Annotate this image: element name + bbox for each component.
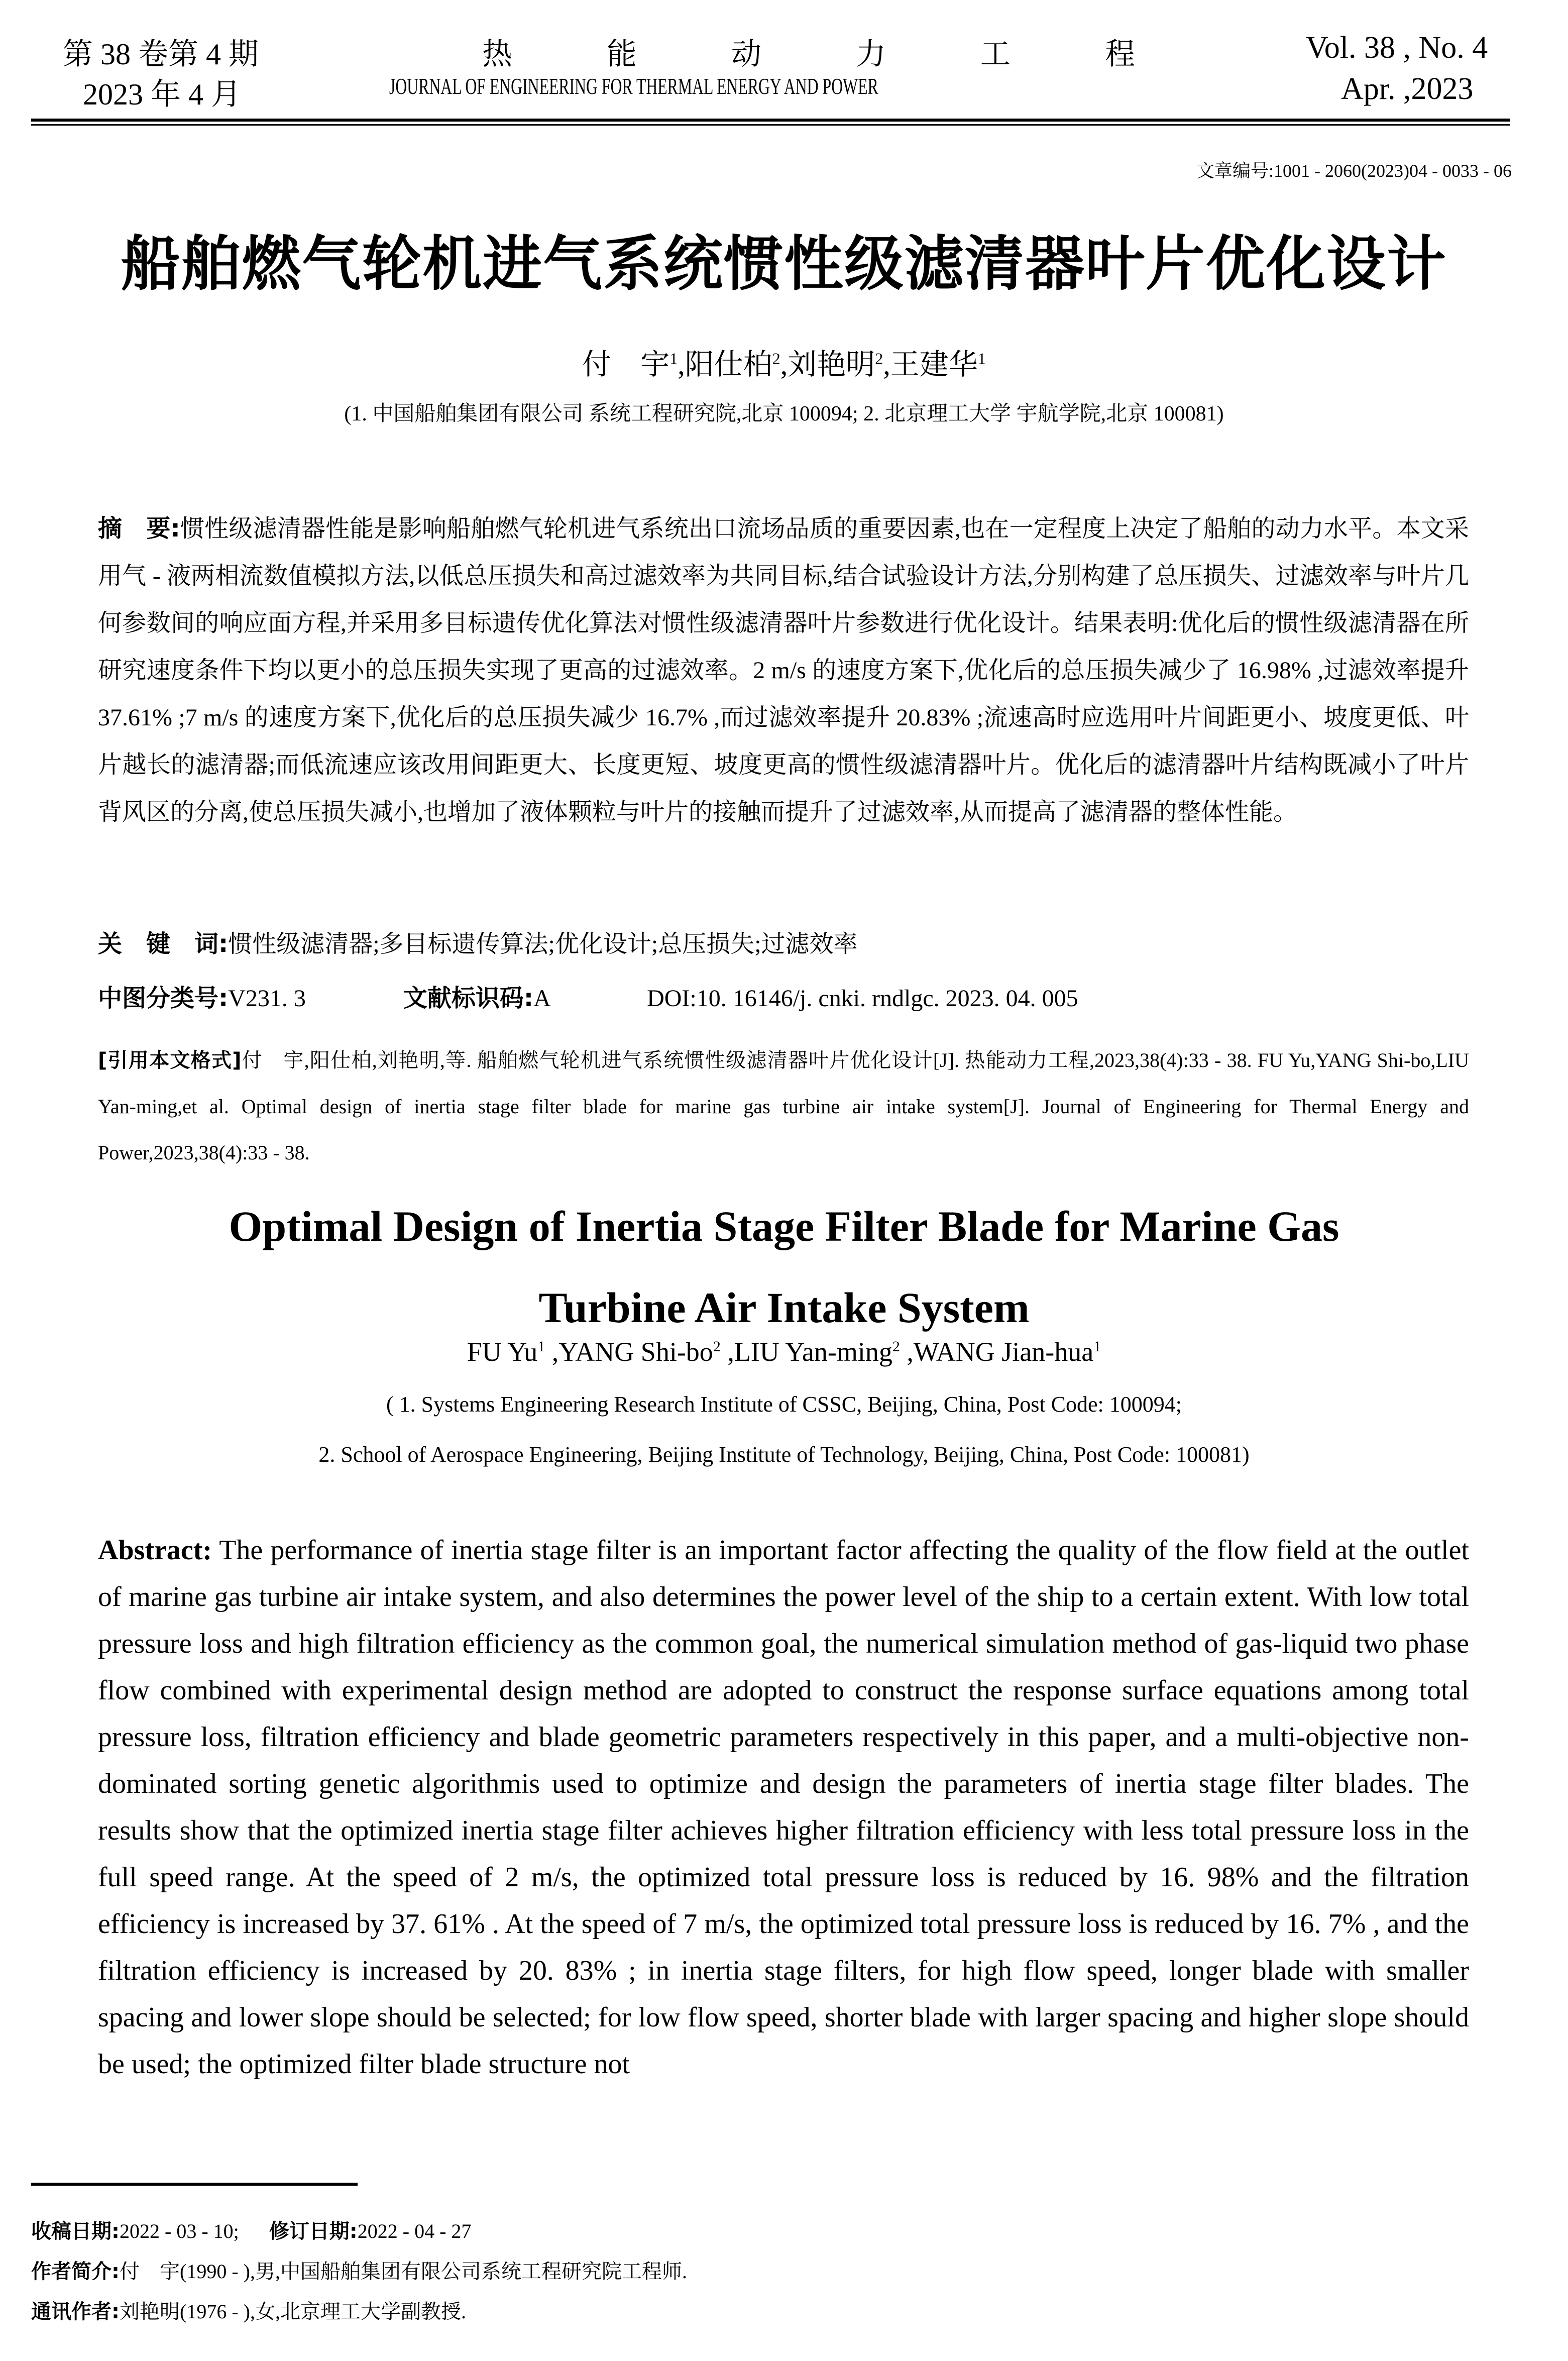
doc-code-label: 文献标识码: <box>403 984 534 1012</box>
affiliation-en-2: 2. School of Aerospace Engineering, Beijing Institute of Technology, Beijing, China, Post Code: 100081) <box>318 1442 1250 1467</box>
author-separator: , <box>720 1337 734 1367</box>
journal-char: 能 <box>607 38 637 71</box>
author-bio-text: 付 宇(1990 - ),男,中国船舶集团有限公司系统工程研究院工程师. <box>120 2260 687 2283</box>
footnote-rule <box>31 2183 358 2186</box>
classification-line <box>98 975 1469 1022</box>
author-list-cn <box>0 341 1568 383</box>
article-number: 文章编号:1001 - 2060(2023)04 - 0033 - 06 <box>1196 161 1512 181</box>
author-name: 阳仕柏 <box>685 348 772 381</box>
corresponding-text: 刘艳明(1976 - ),女,北京理工大学副教授. <box>120 2300 466 2323</box>
author-name: WANG Jian-hua <box>913 1337 1094 1367</box>
received-label: 收稿日期: <box>31 2220 120 2243</box>
issue-date-en: Apr. ,2023 <box>1341 72 1474 106</box>
keywords-cn <box>98 920 1469 968</box>
footnote-corresponding-author <box>31 2296 466 2324</box>
author-separator: , <box>780 348 788 381</box>
author-affiliation-mark: 2 <box>713 1338 721 1355</box>
abstract-text-cn: 惯性级滤清器性能是影响船舶燃气轮机进气系统出口流场品质的重要因素,也在一定程度上决定了船舶的动力水平。本文采用气 - 液两相流数值模拟方法,以低总压损失和高过滤效率为共同目标,结合试验设计方法,分别构建了总压损失、过滤效率与叶片几何参数间的响应面方程,并采用多目标遗传优化算法对惯性级滤清器叶片参数进行优化设计。结果表明:优化后的惯性级滤清器在所研究速度条件下均以更小的总压损失实现了更高的过滤效率。2 m/s 的速度方案下,优化后的总压损失减少了 16.98% ,过滤效率提升 37.61% ;7 m/s 的速度方案下,优化后的总压损失减少 16.7% ,而过滤效率提升 20.83% ;流速高时应选用叶片间距更小、坡度更低、叶片越长的滤清器;而低流速应该改用间距更大、长度更短、坡度更高的惯性级滤清器叶片。优化后的滤清器叶片结构既减小了叶片背风区的分离,使总压损失减小,也增加了液体颗粒与叶片的接触而提升了过滤效率,从而提高了滤清器的整体性能。 <box>98 515 1469 825</box>
class-value: V231. 3 <box>228 985 306 1012</box>
author-name: 王建华 <box>890 348 978 381</box>
author-separator: , <box>545 1337 559 1367</box>
received-date: 2022 - 03 - 10; <box>120 2220 239 2242</box>
author-affiliation-mark: 2 <box>892 1338 900 1355</box>
journal-char: 力 <box>856 38 886 71</box>
abstract-text-en: The performance of inertia stage filter is an important factor affecting the quality of the flow field at the outlet of marine gas turbine air intake system, and also determines the power level of the ship to a certain extent. With low total pressure loss and high filtration efficiency as the common goal, the numerical simulation method of gas-liquid two phase flow combined with experimental design method are adopted to construct the response surface equations among total pressure loss, filtration efficiency and blade geometric parameters respectively in this paper, and a multi-objective non-dominated sorting genetic algorithmis used to optimize and design the parameters of inertia stage filter blades. The results show that the optimized inertia stage filter achieves higher filtration efficiency with less total pressure loss in the full speed range. At the speed of 2 m/s, the optimized total pressure loss is reduced by 16. 98% and the filtration efficiency is increased by 37. 61% . At the speed of 7 m/s, the optimized total pressure loss is reduced by 16. 7% , and the filtration efficiency is increased by 20. 83% ; in inertia stage filters, for high flow speed, longer blade with smaller spacing and lower slope should be selected; for low flow speed, shorter blade with larger spacing and higher slope should be used; the optimized filter blade structure not <box>98 1535 1469 2080</box>
journal-name-en: JOURNAL OF ENGINEERING FOR THERMAL ENERGY AND POWER <box>389 73 878 99</box>
issue-number-cn: 第 38 卷第 4 期 <box>63 38 259 71</box>
journal-char: 热 <box>482 38 512 71</box>
author-name: YANG Shi-bo <box>558 1337 713 1367</box>
footnote-dates <box>31 2215 471 2244</box>
author-affiliation-mark: 1 <box>1093 1338 1101 1355</box>
journal-char: 动 <box>731 38 761 71</box>
journal-name-cn <box>482 30 1135 73</box>
citation-format <box>98 1037 1469 1176</box>
doc-code-value: A <box>533 985 550 1012</box>
paper-title-en-line2: Turbine Air Intake System <box>538 1283 1030 1332</box>
paper-title-cn: 船舶燃气轮机进气系统惯性级滤清器叶片优化设计 <box>121 229 1447 298</box>
author-list-en <box>0 1336 1568 1367</box>
author-name: LIU Yan-ming <box>734 1337 892 1367</box>
author-affiliation-mark: 1 <box>977 349 986 368</box>
author-name: 付 宇 <box>582 348 670 381</box>
affiliation-en-1: ( 1. Systems Engineering Research Institute of CSSC, Beijing, China, Post Code: 100094; <box>386 1392 1182 1417</box>
corresponding-label: 通讯作者: <box>31 2300 120 2323</box>
abstract-cn <box>98 505 1469 836</box>
citation-label: [引用本文格式] <box>98 1049 242 1072</box>
header-rule-thick <box>31 119 1510 122</box>
author-bio-label: 作者简介: <box>31 2260 120 2283</box>
keywords-text-cn: 惯性级滤清器;多目标遗传算法;优化设计;总压损失;过滤效率 <box>228 931 858 957</box>
author-affiliation-mark: 1 <box>537 1338 545 1355</box>
author-affiliation-mark: 2 <box>875 349 883 368</box>
author-name: 刘艳明 <box>788 348 875 381</box>
paper-title-en-line1: Optimal Design of Inertia Stage Filter Blade for Marine Gas <box>229 1202 1339 1250</box>
author-affiliation-mark: 2 <box>772 349 780 368</box>
volume-number: Vol. 38 , No. 4 <box>1306 31 1488 65</box>
issue-date-cn: 2023 年 4 月 <box>83 78 241 111</box>
abstract-label-en: Abstract: <box>98 1535 212 1566</box>
abstract-label-cn: 摘 要: <box>98 514 180 543</box>
keywords-label-cn: 关 键 词: <box>98 930 229 958</box>
abstract-en <box>98 1527 1469 2088</box>
citation-text: 付 宇,阳仕柏,刘艳明,等. 船舶燃气轮机进气系统惯性级滤清器叶片优化设计[J]. 热能动力工程,2023,38(4):33 - 38. FU Yu,YANG Shi-bo,LIU Yan-ming,et al. Optimal design of inertia stage filter blade for marine gas turbine air intake system[J]. Journal of Engineering for Thermal Energy and Power,2023,38(4):33 - 38. <box>98 1049 1469 1164</box>
paper-title-en <box>0 1186 1568 1348</box>
journal-char: 程 <box>1105 38 1135 71</box>
author-separator: , <box>900 1337 914 1367</box>
header-rule-thin <box>31 124 1510 126</box>
author-separator: , <box>678 348 685 381</box>
footnote-author-bio <box>31 2256 687 2284</box>
revised-label: 修订日期: <box>269 2220 358 2243</box>
author-name: FU Yu <box>467 1337 538 1367</box>
author-affiliation-mark: 1 <box>669 349 678 368</box>
revised-date: 2022 - 04 - 27 <box>357 2220 472 2242</box>
doi: DOI:10. 16146/j. cnki. rndlgc. 2023. 04. 005 <box>647 985 1078 1012</box>
author-separator: , <box>883 348 890 381</box>
affiliation-cn: (1. 中国船舶集团有限公司 系统工程研究院,北京 100094; 2. 北京理工大学 宇航学院,北京 100081) <box>344 402 1224 425</box>
journal-char: 工 <box>980 38 1011 71</box>
class-label: 中图分类号: <box>98 984 229 1012</box>
